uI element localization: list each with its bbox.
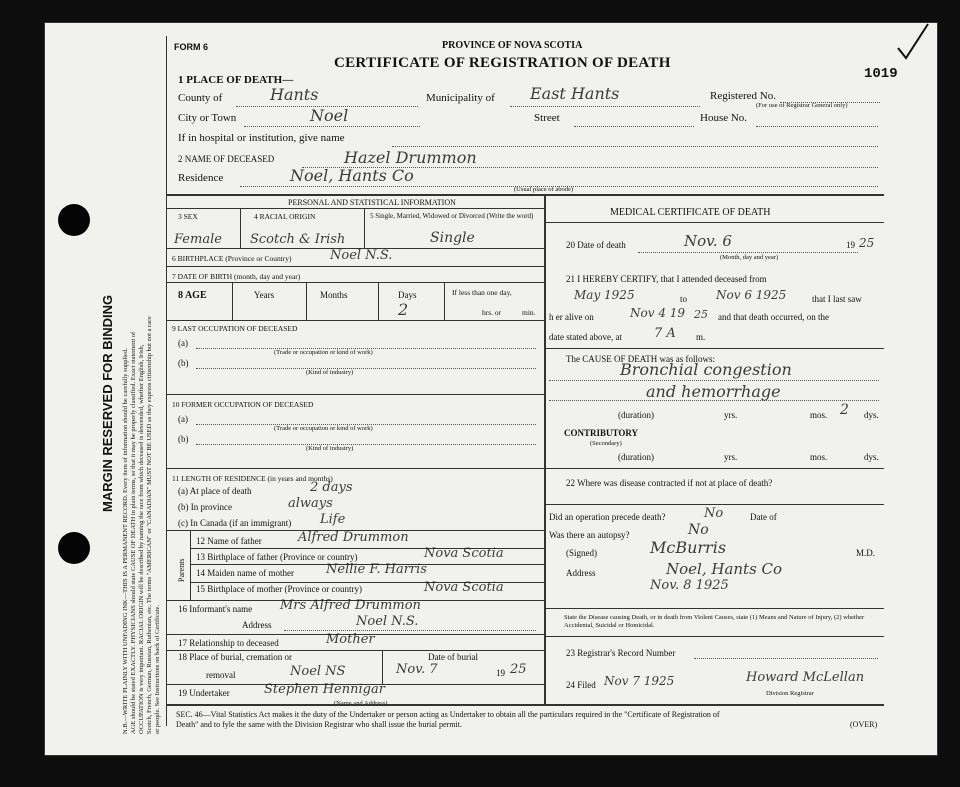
burial-date-value: Nov. 7: [396, 662, 438, 677]
registered-label: Registered No.: [710, 90, 776, 102]
date-stated-label: date stated above, at: [549, 332, 622, 342]
county-label: County of: [178, 92, 223, 104]
residence-value: Noel, Hants Co: [290, 166, 414, 185]
margin-instructions-4: Scotch, French, German, Russian, Ruthenian, etc. The terms "AMERICAN" or "CANADIAN" MUST NOT BE USED as they express citizenship but not a race: [146, 316, 153, 734]
former-occ-b: (b): [178, 434, 189, 444]
min-label: min.: [522, 308, 536, 317]
father-birthplace-label: 13 Birthplace of father (Province or country): [196, 552, 358, 562]
dob-label: 7 DATE OF BIRTH (month, day and year): [172, 272, 301, 281]
to-label: to: [680, 294, 688, 304]
burial-label: 18 Place of burial, cremation or: [178, 652, 292, 662]
former-occ-a: (a): [178, 414, 188, 424]
province-heading: PROVINCE OF NOVA SCOTIA: [442, 40, 583, 51]
city-value: Noel: [310, 106, 349, 125]
sex-label: 3 SEX: [178, 212, 198, 221]
cause-label: The CAUSE OF DEATH was as follows:: [566, 354, 715, 364]
last-occ-trade-note: (Trade or occupation or kind of work): [274, 349, 373, 356]
mother-value: Nellie F. Harris: [326, 562, 427, 577]
sec46-text-2: Death" and to fyle the same with the Division Registrar who shall issue the burial permit.: [176, 720, 462, 729]
margin-reserved-label: MARGIN RESERVED FOR BINDING: [100, 294, 115, 512]
filed-label: 24 Filed: [566, 680, 596, 690]
name-label: 2 NAME OF DECEASED: [178, 154, 275, 164]
alive-label: h er alive on: [549, 312, 594, 322]
binding-hole-bottom: [58, 532, 90, 564]
status-label: 5 Single, Married, Widowed or Divorced (Write the word): [370, 212, 534, 220]
autopsy-value: No: [688, 522, 709, 538]
physician-address-label: Address: [566, 568, 596, 578]
last-occupation-label: 9 LAST OCCUPATION OF DECEASED: [172, 324, 298, 333]
operation-value: No: [704, 506, 724, 521]
attended-to: Nov 6 1925: [716, 288, 787, 302]
margin-instructions-1: N.B.—WRITE PLAINLY WITH UNFADING INK—THIS IS A PERMANENT RECORD. Every item of information should be carefully supplied.: [122, 348, 129, 734]
relationship-value: Mother: [326, 632, 375, 647]
physician-address-date: Nov. 8 1925: [650, 578, 729, 593]
death-year-value: 25: [859, 236, 875, 250]
abode-note: (Usual place of abode): [514, 186, 574, 193]
alive-year: 25: [694, 308, 708, 321]
days-label: Days: [398, 290, 417, 300]
in-canada-value: Life: [320, 512, 346, 527]
death-date-note: (Month, day and year): [720, 254, 779, 261]
last-occ-a: (a): [178, 338, 188, 348]
dys-label-2: dys.: [864, 452, 879, 462]
m-label: m.: [696, 332, 706, 342]
race-value: Scotch & Irish: [250, 232, 346, 247]
informant-address-label: Address: [242, 620, 272, 630]
record-number-label: 23 Registrar's Record Number: [566, 648, 676, 658]
form-number: FORM 6: [174, 42, 209, 52]
cause-line-2: and hemorrhage: [646, 382, 781, 401]
relationship-label: 17 Relationship to deceased: [178, 638, 279, 648]
certificate-title: CERTIFICATE OF REGISTRATION OF DEATH: [334, 55, 671, 71]
parents-label: Parents: [177, 558, 186, 582]
former-occupation-label: 10 FORMER OCCUPATION OF DECEASED: [172, 400, 314, 409]
hrs-label: hrs. or: [482, 308, 502, 317]
in-province-label: (b) In province: [178, 502, 232, 512]
certify-label: 21 I HEREBY CERTIFY, that I attended deceased from: [566, 274, 767, 284]
removal-label: removal: [206, 670, 236, 680]
last-occ-b: (b): [178, 358, 189, 368]
last-saw-label: that I last saw: [812, 294, 862, 304]
less-label: If less than one day,: [452, 288, 512, 297]
undertaker-note: (Name and Address): [334, 700, 388, 707]
duration-dys-value: 2: [840, 402, 849, 418]
informant-address-value: Noel N.S.: [356, 614, 419, 629]
years-label: Years: [254, 290, 275, 300]
margin-instructions-5: or people. See Instructions on back of Certificate.: [154, 604, 161, 734]
informant-label: 16 Informant's name: [178, 604, 253, 614]
contracted-label: 22 Where was disease contracted if not at place of death?: [566, 478, 773, 488]
city-label: City or Town: [178, 112, 237, 124]
residence-length-label: 11 LENGTH OF RESIDENCE (in years and months): [172, 474, 333, 483]
occurred-label: and that death occurred, on the: [718, 312, 829, 322]
personal-heading: PERSONAL AND STATISTICAL INFORMATION: [288, 198, 456, 207]
certificate-page: [44, 22, 938, 756]
at-place-value: 2 days: [310, 480, 353, 495]
mos-label-1: mos.: [810, 410, 828, 420]
registered-note: (For use of Registrar General only): [756, 102, 848, 109]
mother-birthplace-value: Nova Scotia: [424, 580, 504, 595]
secondary-note: (Secondary): [590, 440, 622, 447]
residence-label: Residence: [178, 172, 224, 184]
status-value: Single: [430, 230, 475, 246]
operation-label: Did an operation precede death?: [549, 512, 666, 522]
date-burial-label: Date of burial: [428, 652, 478, 662]
place-section-label: 1 PLACE OF DEATH—: [178, 74, 294, 86]
binding-hole-top: [58, 204, 90, 236]
hospital-label: If in hospital or institution, give name: [178, 132, 345, 144]
date-of-label: Date of: [750, 512, 777, 522]
death-date-label: 20 Date of death: [566, 240, 626, 250]
yrs-label-1: yrs.: [724, 410, 738, 420]
autopsy-label: Was there an autopsy?: [549, 530, 630, 540]
margin-instructions-3: OCCUPATION is very important. RACIAL ORIGIN will be described by naming the race from which deceased is descended, whether English, Irish,: [138, 344, 145, 734]
contributory-label: CONTRIBUTORY: [564, 428, 639, 438]
municipality-value: East Hants: [530, 84, 620, 103]
cause-line-1: Bronchial congestion: [620, 360, 792, 379]
deceased-name: Hazel Drummon: [344, 148, 477, 167]
at-place-label: (a) At place of death: [178, 486, 252, 496]
duration-label-2: (duration): [618, 452, 654, 462]
burial-place-value: Noel NS: [290, 664, 346, 679]
physician-signature: McBurris: [650, 538, 727, 557]
medical-heading: MEDICAL CERTIFICATE OF DEATH: [610, 207, 771, 218]
death-time: 7 A: [654, 326, 676, 341]
municipality-label: Municipality of: [426, 92, 495, 104]
yrs-label-2: yrs.: [724, 452, 738, 462]
attended-from: May 1925: [574, 288, 635, 302]
burial-year-prefix: 19: [496, 668, 505, 678]
house-label: House No.: [700, 112, 748, 124]
informant-value: Mrs Alfred Drummon: [280, 598, 421, 613]
father-value: Alfred Drummon: [298, 530, 409, 545]
sec46-text: SEC. 46—Vital Statistics Act makes it the duty of the Undertaker or person acting as Undertaker to obtain all the particulars required in the "Certificate of Registration of: [176, 710, 720, 719]
days-value: 2: [398, 300, 409, 319]
dys-label-1: dys.: [864, 410, 879, 420]
death-year-prefix: 19: [846, 240, 855, 250]
months-label: Months: [320, 290, 348, 300]
birthplace-value: Noel N.S.: [330, 248, 393, 263]
stamp-number: 1019: [864, 66, 898, 82]
undertaker-value: Stephen Hennigar: [264, 682, 385, 697]
father-label: 12 Name of father: [196, 536, 262, 546]
duration-label-1: (duration): [618, 410, 654, 420]
mother-birthplace-label: 15 Birthplace of mother (Province or country): [196, 584, 362, 594]
checkmark-icon: [894, 22, 934, 62]
birthplace-label: 6 BIRTHPLACE (Province or Country): [172, 254, 292, 263]
over-label: (OVER): [850, 720, 878, 729]
burial-year-value: 25: [510, 662, 527, 677]
division-registrar-note: Division Registrar: [766, 690, 814, 697]
margin-instructions-2: AGE should be stated EXACTLY. PHYSICIANS should state CAUSE OF DEATH in plain terms, so that it may be properly classified. Exact statement of: [130, 331, 137, 734]
street-label: Street: [534, 112, 560, 124]
undertaker-label: 19 Undertaker: [178, 688, 230, 698]
filed-date: Nov 7 1925: [604, 674, 675, 688]
former-occ-industry-note: (Kind of industry): [306, 445, 354, 452]
death-date-value: Nov. 6: [684, 232, 732, 250]
mos-label-2: mos.: [810, 452, 828, 462]
registrar-signature: Howard McLellan: [746, 670, 865, 685]
age-label: 8 AGE: [178, 290, 207, 301]
former-occ-trade-note: (Trade or occupation or kind of work): [274, 425, 373, 432]
sex-value: Female: [174, 232, 222, 247]
in-canada-label: (c) In Canada (if an immigrant): [178, 518, 292, 528]
signed-label: (Signed): [566, 548, 597, 558]
alive-date: Nov 4 19: [630, 306, 686, 320]
race-label: 4 RACIAL ORIGIN: [254, 212, 316, 221]
county-value: Hants: [270, 85, 319, 104]
mother-label: 14 Maiden name of mother: [196, 568, 294, 578]
violent-causes-note: State the Disease causing Death, or in death from Violent Causes, state (1) Means and Nature of Injury, (2) whether Accidental, Suicidal or Homicidal.: [564, 614, 865, 629]
last-occ-industry-note: (Kind of industry): [306, 369, 354, 376]
in-province-value: always: [288, 496, 333, 511]
md-label: M.D.: [856, 548, 876, 558]
physician-address: Noel, Hants Co: [666, 560, 783, 578]
father-birthplace-value: Nova Scotia: [424, 546, 504, 561]
